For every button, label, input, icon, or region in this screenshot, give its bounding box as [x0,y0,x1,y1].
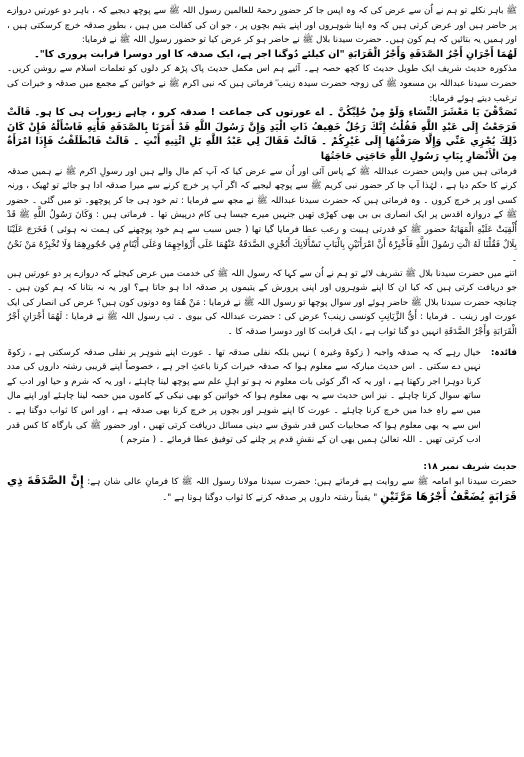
paragraph-1: ﷺ باہر نکلے تو ہم نے اُن سے عرض کی کہ وہ اپس جا کر حضورِ رحمۃ للعالمین رسول اللہ ﷺ سے پوچھ دیجیے کہ ، باہر دو عورتیں دروازے پر حاضر ہیں اور عرض کرتی ہیں کہ وہ اپنا شوہروں اور اپنے یتیم بچوں پر ، جو ان کی کفالت میں ہیں ، بطورِ صدقہ خرچ کرسکتی ہیں ، اور ہمیں یہ بتائیں کہ ہم کون ہیں۔ حضرت سیدنا بلال ﷺ نے حاضر ہو کر عرض کیا تو حضور رسول اللہ ﷺ نے فرمایا: [7,6,517,46]
benefit-note [7,346,517,448]
hadith-2-intro [7,474,517,505]
hadith-2-arabic: إِنَّ الصَّدَقَةَ ذِي قَرَابَةٍ يُضَعَّفُ أَجْرُهَا مَرَّتَيْنِ [7,474,517,503]
hadith-2-intro-text: حضرت سیدنا ابو امامہ ﷺ سے روایت ہے فرماتے ہیں: حضرت سیدنا مولانا رسول اللہ ﷺ کا فرمانِ عالی شان ہے: [87,477,517,488]
paragraph-5: فرماتی ہیں میں واپس حضرت عبداللہ ﷺ کے پاس آئی اور اُن سے عرض کیا کہ آپ کم مال والے ہیں اور رسولِ اکرم ﷺ نے ہمیں صدقہ کرنے کا حکم دیا ہے ، لہٰذا آپ جا کر حضور نبی کریم ﷺ سے پوچھ لیجیے کہ اگر آپ پر خرچ کرنے سے میرا صدقہ ادا ہو جائے تو ٹھیک ، ورنہ کسی اور پر خرچ کروں ۔ وہ فرماتی ہیں کہ حضرت سیدنا عبداللہ ﷺ نے مجھ سے فرمایا : تم خود ہی جا کر پوچھو۔ تو میں گئی ۔ حضور ﷺ کے دروازہ اقدس پر ایک انصاری بی بی بھی کھڑی تھیں جنہیں میرے جیسا ہی کام درپیش تھا ۔ فرماتی ہیں : وَكَانَ رَسُولُ اللَّهِ ﷺ قَدْ أُلْقِيَتْ عَلَيْهِ الْمَهَابَةُ حضور ﷺ کو قدرتی ہیبت و رعب عطا فرمایا گیا تھا ( جس سبب سے ہم خود پوچھنے کی ہمت نہ ہوئی ) فَخَرَجَ عَلَيْنَا بِلَالٌ فَقُلْنَا لَهُ ائْتِ رَسُولَ اللَّهِ فَأَخْبِرْهُ أَنَّ امْرَأَتَيْنِ بِالْبَابِ تَسْأَلَانِكَ أَتُجْزِي الصَّدَقَةُ عَنْهُمَا عَلَى أَزْوَاجِهِمَا وَعَلَى أَيْتَامٍ فِي حُجُورِهِمَا وَلَا تُخْبِرْهُ مَنْ نَحْنُ ۔ [7,166,517,265]
hadith-2-translation: " یقیناً رشتہ داروں پر صدقہ کرنے کا ثواب دوگنا ہوتا ہے "۔ [162,493,378,503]
paragraph-4-arabic: تَصَدَّقْنَ يَا مَعْشَرَ النِّسَاءِ وَلَوْ مِنْ حُلِيِّكُنَّ ۔ اے عورتوں کی جماعت ! صدقہ کرو ، چاہے زیورات ہی کا ہو۔ قَالَتْ فَرَجَعْتُ إِلَى عَبْدِ اللَّهِ فَقُلْتُ إِنَّكَ رَجُلٌ خَفِيفُ ذَاتِ الْيَدِ وَإِنَّ رَسُولَ اللَّهِ قَدْ أَمَرَنَا بِالصَّدَقَةِ فَأْتِهِ فَاسْأَلْهُ فَإِنْ كَانَ ذَلِكَ يُجْزِي عَنِّي وَإِلَّا صَرَفْتُهَا إِلَى غَيْرِكُمْ ۔ قَالَتْ فَقَالَ لِي عَبْدُ اللَّهِ بَلِ ائْتِيهِ أَنْتِ ۔ قَالَتْ فَانْطَلَقْتُ فَإِذَا امْرَأَةٌ مِنَ الْأَنْصَارِ بِبَابِ رَسُولِ اللَّهِ حَاجَتِي حَاجَتُهَا [7,107,517,162]
paragraph-6: اتنے میں حضرت سیدنا بلال ﷺ تشریف لائے تو ہم نے اُن سے کہا کہ رسول اللہ ﷺ کی خدمت میں عرض کیجئے کہ دروازے پر دو عورتیں ہیں جو دریافت کرتی ہیں کہ کیا ان کا اپنے شوہروں اور اپنی پرورش کے یتیموں پر صدقہ ادا ہو جاتا ہے؟ اور یہ نہ بتانا کہ ہم کون ہیں ۔ چنانچہ حضرت سیدنا بلال ﷺ حاضر ہوئے اور سوال پوچھا تو رسول اللہ ﷺ نے فرمایا : مَنْ هُمَا وہ دونوں کون ہیں؟ عرض کی انصار کی ایک عورت اور زینب ۔ فرمایا : أَيُّ الزَّيَانِبِ کونسی زینب؟ عرض کی : حضرت عبداللہ کی بیوی ۔ تب رسول اللہ ﷺ نے فرمایا : لَهُمَا أَجْرَانِ أَجْرُ الْقَرَابَةِ وَأَجْرُ الصَّدَقَةِ انہیں دو گنا ثواب ہے ، ایک قرابت کا اور دوسرا صدقہ کا ۔ [7,268,517,338]
paragraph-2-arabic: لَهُمَا أَجْرَانِ أَجْرُ الصَّدَقَةِ وَأَجْرُ الْقَرَابَةِ "ان کیلئے دُوگنا اجر ہے، ایک صدقہ کا اور دوسرا قرابت پروری کا"۔ [34,48,517,60]
paragraph-3: مذکورہ حدیث شریف ایک طویل حدیث کا کچھ حصہ ہے۔ آئیے ہم اس مکمل حدیث پاک پڑھ کر دلوں کو تعلمات اسلام سے روشن کریں۔ حضرت سیدنا عبداللہ بن مسعود ﷺ کی زوجہ حضرت سیدہ زینب ؓ فرماتی ہیں کہ نبی اکرم ﷺ نے خواتین کے مجمع میں صدقہ و خیرات کی ترغیب دیتے ہوئے فرمایا: [7,64,517,104]
hadith-2-heading: حدیث شریف نمبر ۱۸: [423,461,517,472]
note-text: خیال رہے کہ یہ صدقہ واجبہ ( زکوۃ وغیرہ ) نہیں بلکہ نفلی صدقہ تھا ۔ عورت اپنے شوہر پر نفلی صدقہ کرسکتی ہے ، زکوۃ نہیں دے سکتی ۔ اس حدیث مبارکہ سے معلوم ہوا کہ صدقہ خیرات کرنا باعثِ اجر ہے ، خصوصاً اپنے قریبی رشتہ داروں کی مدد کرنا دوہرا اجر رکھتا ہے ، اور یہ کہ اگر کوئی بات معلوم نہ ہو تو اہلِ علم سے پوچھ لینا چاہئے ، اور یہ کہ شرم و حیا اور ادب کے ساتھ سوال کرنا چاہئے ۔ نیز اس حدیث سے یہ بھی معلوم ہوا کہ خواتین کو بھی نیکی کے کاموں میں حصہ لینا چاہئے اور اپنے مال میں سے راہِ خدا میں خرچ کرنا چاہئے ۔ عورت کا اپنے شوہر اور بچوں پر خرچ کرنا بھی صدقہ ہے ، اور اس کا ثواب دوگنا ہے ۔ اس سے یہ بھی معلوم ہوا کہ صحابیات کس قدر شوق سے دینی مسائل دریافت کرتی تھیں ، اور حضور ﷺ کی بارگاہ کا کس قدر ادب کرتی تھیں ۔ اللہ تعالیٰ ہمیں بھی ان کے نقشِ قدم پر چلنے کی توفیق عطا فرمائے ۔ ( مترجم ) [7,347,481,446]
note-label: فائدہ: [490,347,517,358]
